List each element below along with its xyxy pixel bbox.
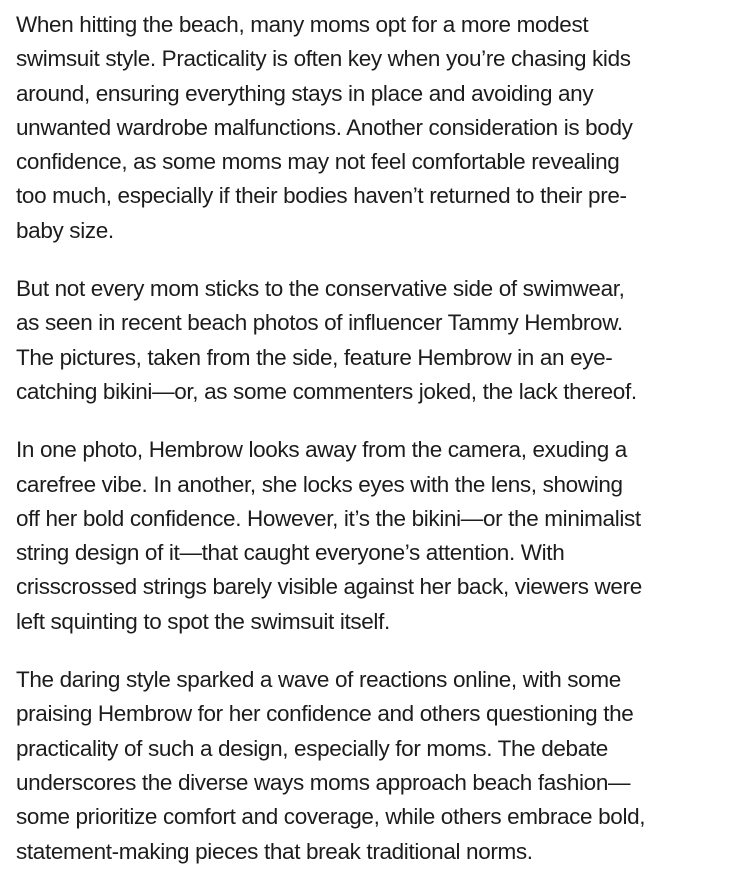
text-line: baby size. [16,217,114,243]
text-line: But not every mom sticks to the conservative side of swimwear, [16,276,625,302]
paragraph-2 [16,272,736,409]
paragraph-3 [16,433,736,639]
text-line: as seen in recent beach photos of influencer Tammy Hembrow. [16,310,623,336]
text-line: left squinting to spot the swimsuit itself. [16,608,390,634]
text-line: catching bikini—or, as some commenters joked, the lack thereof. [16,378,637,404]
text-line: unwanted wardrobe malfunctions. Another consideration is body [16,114,633,140]
text-line: crisscrossed strings barely visible against her back, viewers were [16,574,642,600]
paragraph-4 [16,663,736,869]
text-line: around, ensuring everything stays in place and avoiding any [16,80,594,106]
text-line: When hitting the beach, many moms opt for a more modest [16,12,589,37]
text-line: off her bold confidence. However, it’s the bikini—or the minimalist [16,505,641,531]
text-line: swimsuit style. Practicality is often key when you’re chasing kids [16,46,631,72]
text-line: The pictures, taken from the side, feature Hembrow in an eye- [16,344,613,370]
text-line: The daring style sparked a wave of reactions online, with some [16,667,621,693]
text-line: practicality of such a design, especially for moms. The debate [16,735,608,761]
text-line: carefree vibe. In another, she locks eyes with the lens, showing [16,471,623,497]
text-line: too much, especially if their bodies haven’t returned to their pre- [16,183,627,209]
text-line: confidence, as some moms may not feel comfortable revealing [16,149,620,175]
text-line: string design of it—that caught everyone’s attention. With [16,540,565,566]
paragraph-1 [16,8,736,248]
text-line: In one photo, Hembrow looks away from the camera, exuding a [16,437,627,463]
text-line: underscores the diverse ways moms approach beach fashion— [16,769,631,795]
text-line: statement-making pieces that break traditional norms. [16,838,533,864]
article-body [16,8,736,869]
text-line: praising Hembrow for her confidence and others questioning the [16,701,634,727]
text-line: some prioritize comfort and coverage, while others embrace bold, [16,804,646,830]
